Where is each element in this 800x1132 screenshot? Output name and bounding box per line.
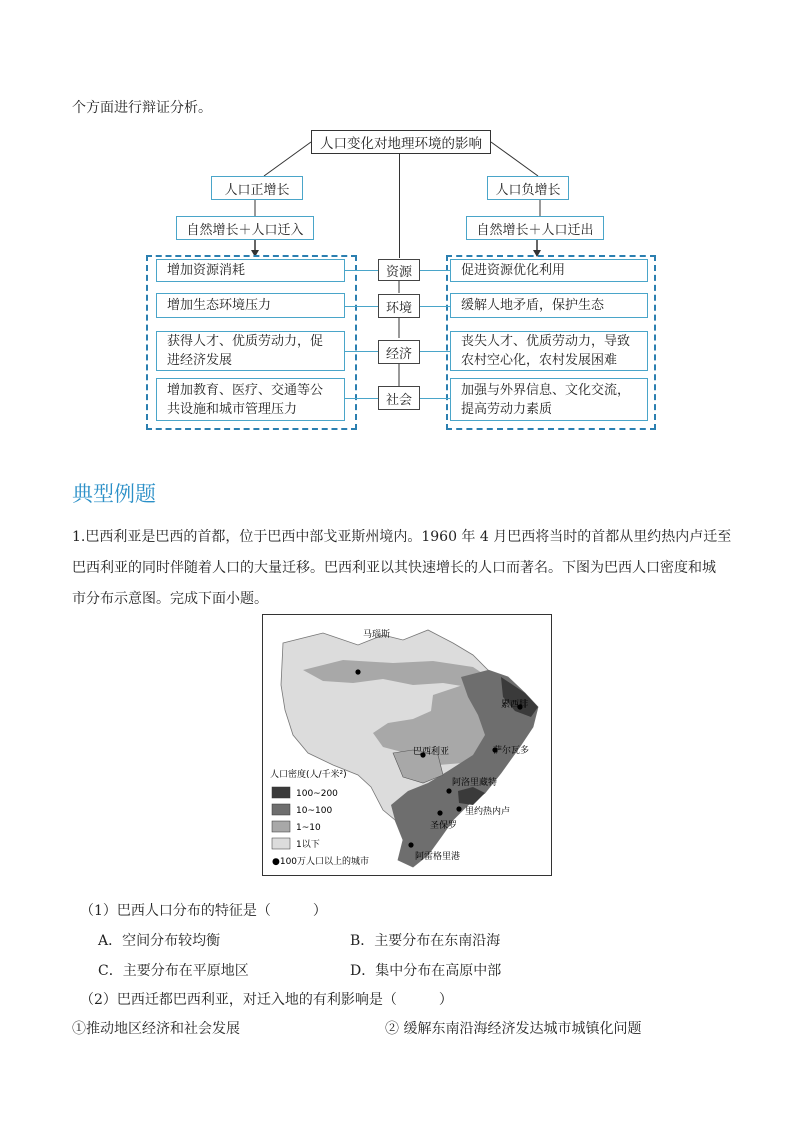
- city-label: 阿洛里藏特: [452, 778, 498, 788]
- sub-question-2: （2）巴西迁都巴西利亚，对迁入地的有利影响是（ ）: [80, 992, 453, 1008]
- option-1d: D．集中分布在高原中部: [350, 963, 502, 979]
- svg-text:10~100: 10~100: [296, 806, 333, 816]
- positive-growth-box: 人口正增长: [211, 176, 303, 200]
- category-society: 社会: [378, 386, 420, 410]
- city-legend: ●100万人口以上的城市: [272, 857, 370, 867]
- map-drawing: [263, 615, 551, 875]
- option-1a: A．空间分布较均衡: [98, 933, 221, 949]
- option-1c: C．主要分布在平原地区: [98, 963, 249, 979]
- city-label: 萨尔瓦多: [493, 746, 530, 756]
- svg-text:1~10: 1~10: [296, 823, 321, 833]
- sub-question-1: （1）巴西人口分布的特征是（ ）: [80, 903, 327, 919]
- right-item-environment: 缓解人地矛盾，保护生态: [450, 293, 648, 318]
- category-resource: 资源: [378, 259, 420, 281]
- left-item-environment: 增加生态环境压力: [156, 293, 345, 318]
- brazil-density-map: [262, 614, 552, 876]
- right-item-resource: 促进资源优化利用: [450, 259, 648, 282]
- city-label: 里约热内卢: [465, 807, 511, 817]
- left-item-economy: 获得人才、优质劳动力，促 进经济发展: [156, 331, 345, 371]
- svg-text:100~200: 100~200: [296, 789, 338, 799]
- negative-growth-box: 人口负增长: [487, 176, 569, 200]
- negative-cause-box: 自然增长＋人口迁出: [466, 216, 604, 240]
- category-environment: 环境: [378, 294, 420, 318]
- city-label: 马瑙斯: [363, 630, 391, 640]
- legend-title: 人口密度(人/千米²): [270, 770, 347, 780]
- left-item-resource: 增加资源消耗: [156, 259, 345, 282]
- city-label: 圣保罗: [430, 821, 458, 831]
- svg-text:1以下: 1以下: [296, 840, 320, 850]
- category-economy: 经济: [378, 340, 420, 364]
- city-label: 巴西利亚: [413, 747, 450, 757]
- intro-text: 个方面进行辩证分析。: [72, 100, 212, 116]
- option-1b: B．主要分布在东南沿海: [350, 933, 501, 949]
- diagram-connectors: [0, 0, 800, 440]
- diagram-top-box: 人口变化对地理环境的影响: [311, 130, 491, 154]
- question-stem: 1.巴西利亚是巴西的首都，位于巴西中部戈亚斯州境内。1960 年 4 月巴西将当时的首都从里约热内卢迁至 巴西利亚的同时伴随着人口的大量迁移。巴西利亚以其快速增长的人口而著名。下图为巴西人口密度和城 市分布示意图。完成下面小题。: [72, 529, 732, 607]
- city-label: 累西腓: [501, 700, 529, 710]
- option-2-1: ①推动地区经济和社会发展: [72, 1021, 240, 1037]
- positive-cause-box: 自然增长＋人口迁入: [176, 216, 314, 240]
- option-2-2: ② 缓解东南沿海经济发达城市城镇化问题: [385, 1021, 642, 1037]
- right-item-economy: 丧失人才、优质劳动力，导致 农村空心化，农村发展困难: [450, 331, 648, 371]
- section-title: 典型例题: [72, 482, 156, 506]
- left-item-society: 增加教育、医疗、交通等公 共设施和城市管理压力: [156, 378, 345, 421]
- city-label: 阿雷格里港: [415, 852, 461, 862]
- right-item-society: 加强与外界信息、文化交流， 提高劳动力素质: [450, 378, 648, 421]
